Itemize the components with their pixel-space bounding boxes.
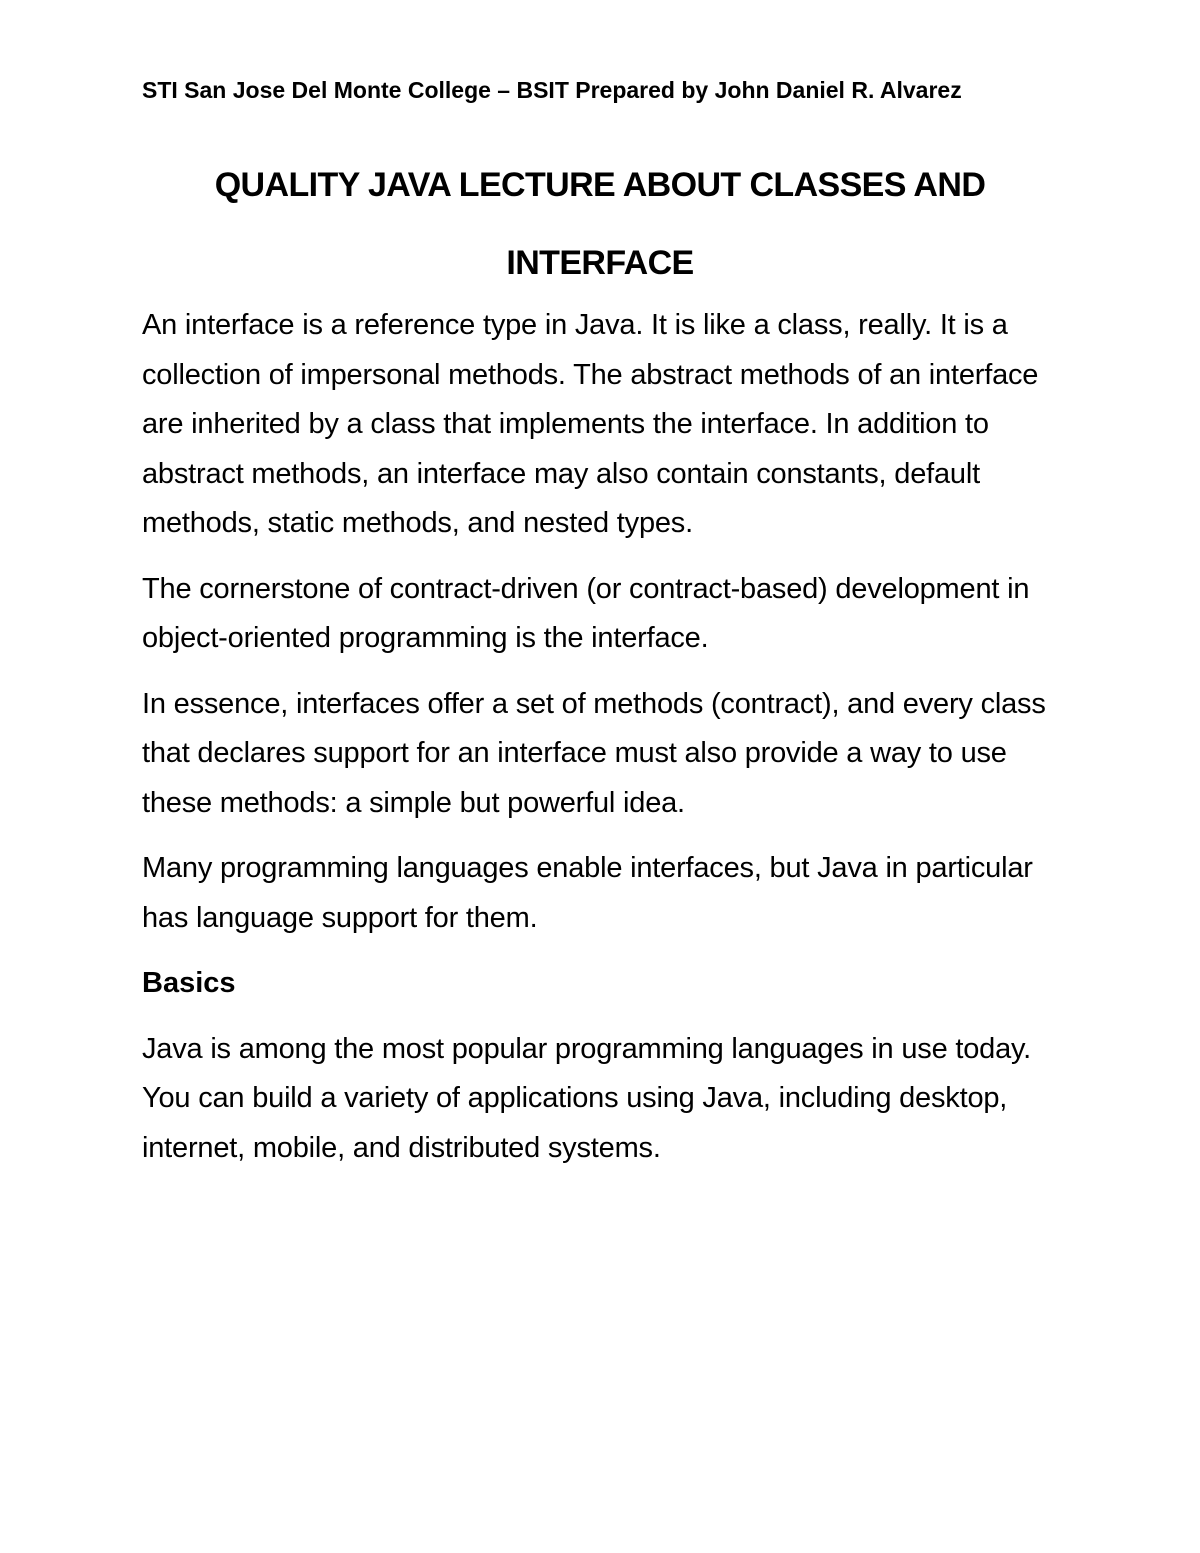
paragraph-essence: In essence, interfaces offer a set of methods (contract), and every class that declares support for an interface must also provide a way to use these methods: a simple but powerful idea. [142,687,1046,819]
document-title-line-1: QUALITY JAVA LECTURE ABOUT CLASSES AND [214,166,986,204]
document-title [100,146,1100,302]
paragraph-contract-driven: The cornerstone of contract-driven (or contract-based) development in object-oriented programming is the interface. [142,572,1030,654]
paragraph-java-basics: Java is among the most popular programming languages in use today. You can build a variety of applications using Java, including desktop, internet, mobile, and distributed systems. [142,1032,1032,1164]
section-heading-basics: Basics [142,967,236,999]
page-header: STI San Jose Del Monte College – BSIT Prepared by John Daniel R. Alvarez [142,77,962,103]
document-body [142,301,1077,1189]
paragraph-interface-definition: An interface is a reference type in Java. It is like a class, really. It is a collection of impersonal methods. The abstract methods of an interface are inherited by a class that implements the interface. In addition to abstract methods, an interface may also contain constants, default methods, static methods, and nested types. [142,309,1039,539]
document-title-line-2: INTERFACE [506,244,694,282]
paragraph-language-support: Many programming languages enable interfaces, but Java in particular has language support for them. [142,852,1033,934]
